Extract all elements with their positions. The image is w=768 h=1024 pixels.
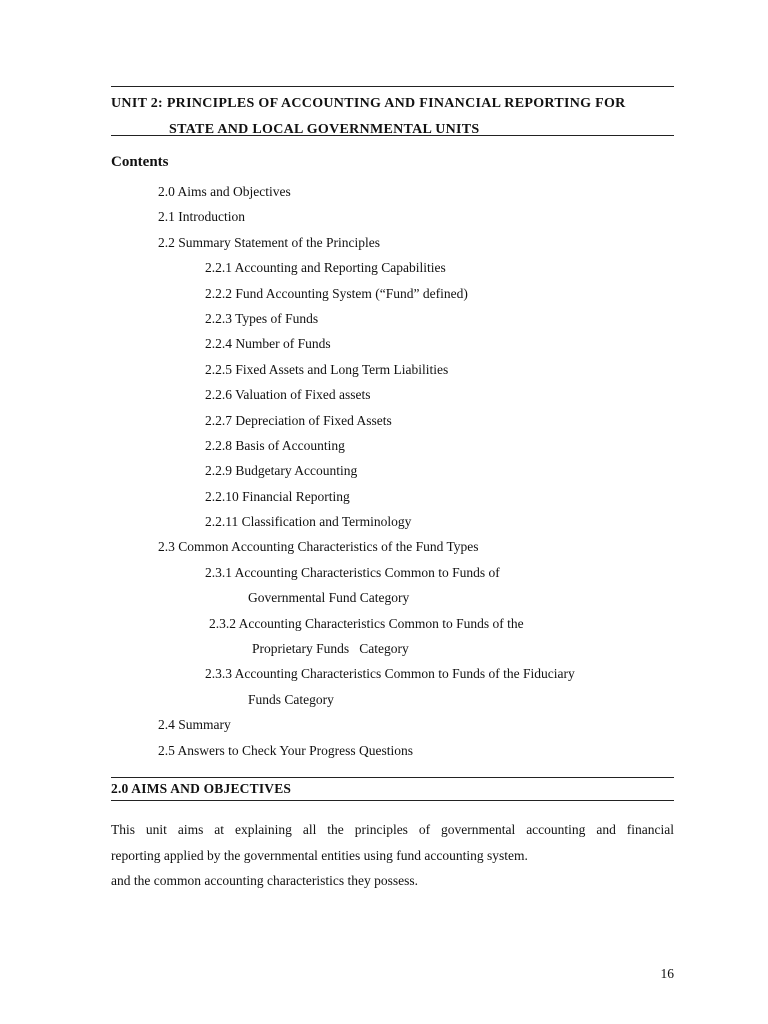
toc-item: 2.1 Introduction xyxy=(158,209,245,225)
section-top-rule xyxy=(111,777,674,778)
toc-item: 2.2.10 Financial Reporting xyxy=(205,488,350,504)
contents-heading: Contents xyxy=(111,154,169,170)
title-bottom-rule xyxy=(111,135,674,136)
toc-item: 2.3.2 Accounting Characteristics Common to Funds of the xyxy=(209,615,524,631)
paragraph-line-1: This unit aims at explaining all the principles of governmental accounting and financial xyxy=(111,822,674,837)
page-number: 16 xyxy=(660,966,674,981)
toc-item: 2.2.11 Classification and Terminology xyxy=(205,514,412,530)
section-bottom-rule xyxy=(111,800,674,801)
toc-item: 2.2 Summary Statement of the Principles xyxy=(158,234,380,250)
toc-item-continuation: Funds Category xyxy=(248,691,334,707)
toc-item: 2.2.6 Valuation of Fixed assets xyxy=(205,387,371,403)
toc-item: 2.3.1 Accounting Characteristics Common to Funds of xyxy=(205,564,500,580)
unit-title-line-2: STATE AND LOCAL GOVERNMENTAL UNITS xyxy=(169,122,480,137)
toc-item: 2.2.4 Number of Funds xyxy=(205,336,331,352)
toc-item: 2.2.9 Budgetary Accounting xyxy=(205,463,358,479)
top-rule xyxy=(111,86,674,87)
toc-item-continuation: Proprietary Funds Category xyxy=(252,641,409,657)
toc-item: 2.2.3 Types of Funds xyxy=(205,310,319,326)
toc-item: 2.2.7 Depreciation of Fixed Assets xyxy=(205,412,392,428)
paragraph-line-2: reporting applied by the governmental entities using fund accounting system. xyxy=(111,847,528,863)
toc-item: 2.0 Aims and Objectives xyxy=(158,184,291,199)
paragraph-line-3: and the common accounting characteristics they possess. xyxy=(111,873,419,888)
toc-item: 2.2.1 Accounting and Reporting Capabilities xyxy=(205,260,446,276)
table-of-contents xyxy=(0,179,575,763)
toc-item: 2.3 Common Accounting Characteristics of the Fund Types xyxy=(158,539,479,555)
toc-item: 2.2.2 Fund Accounting System (“Fund” defined) xyxy=(205,285,468,301)
toc-item: 2.3.3 Accounting Characteristics Common to Funds of the Fiduciary xyxy=(205,666,575,682)
toc-item: 2.2.8 Basis of Accounting xyxy=(205,437,345,453)
section-heading: 2.0 AIMS AND OBJECTIVES xyxy=(111,781,292,796)
unit-title-line-1: UNIT 2: PRINCIPLES OF ACCOUNTING AND FINANCIAL REPORTING FOR xyxy=(111,96,626,111)
section-paragraph xyxy=(111,817,674,894)
toc-item: 2.4 Summary xyxy=(158,717,231,733)
toc-item-continuation: Governmental Fund Category xyxy=(248,590,410,606)
toc-item: 2.2.5 Fixed Assets and Long Term Liabilities xyxy=(205,361,449,377)
toc-item: 2.5 Answers to Check Your Progress Questions xyxy=(158,742,414,758)
